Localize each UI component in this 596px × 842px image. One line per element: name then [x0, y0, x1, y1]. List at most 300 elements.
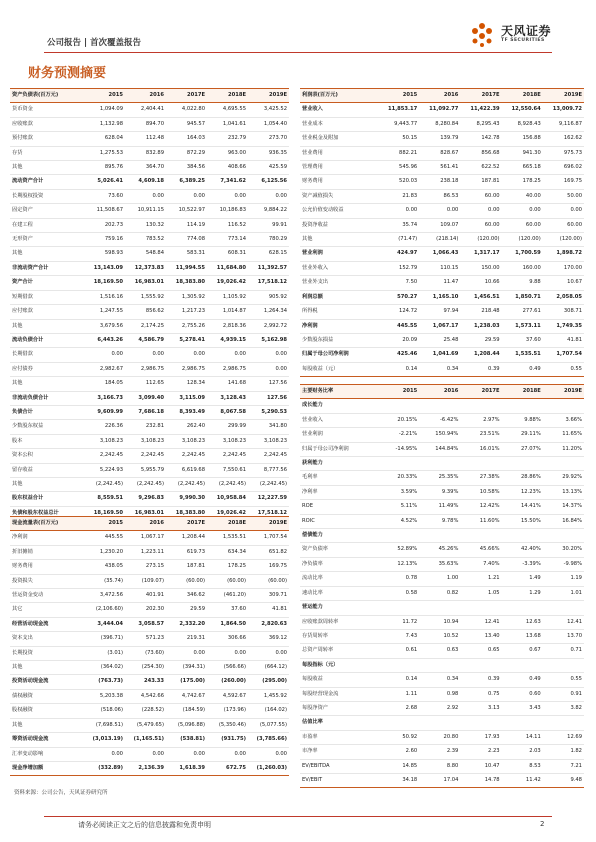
- value-cell: 2.23: [460, 745, 501, 759]
- value-cell: 10,522.97: [166, 204, 207, 218]
- value-cell: 150.94%: [419, 428, 460, 442]
- value-cell: [419, 529, 460, 543]
- value-cell: 2,986.75: [125, 362, 166, 376]
- value-cell: 1,041.61: [207, 117, 248, 131]
- row-label: 营业收入: [300, 413, 378, 427]
- value-cell: 1,230.20: [84, 545, 125, 559]
- value-cell: 12.41: [543, 615, 584, 629]
- row-label: 财务费用: [10, 560, 84, 574]
- value-cell: 8,559.51: [84, 492, 125, 506]
- value-cell: 262.40: [166, 420, 207, 434]
- row-label: 净利润: [300, 319, 378, 333]
- value-cell: 8,928.43: [502, 117, 543, 131]
- value-cell: 882.21: [378, 146, 419, 160]
- value-cell: 11,853.17: [378, 103, 419, 117]
- value-cell: 7,686.18: [125, 405, 166, 419]
- year-header-cell: 2016: [419, 89, 460, 103]
- value-cell: 152.79: [378, 261, 419, 275]
- value-cell: [419, 399, 460, 413]
- value-cell: 3,108.23: [207, 434, 248, 448]
- value-cell: 1,618.39: [166, 761, 207, 775]
- row-label: 偿债能力: [300, 529, 378, 543]
- value-cell: 0.75: [460, 687, 501, 701]
- value-cell: (931.75): [207, 733, 248, 747]
- value-cell: 894.70: [125, 117, 166, 131]
- value-cell: (3.01): [84, 646, 125, 660]
- table-row: [300, 745, 584, 759]
- table-row: [10, 560, 289, 574]
- row-label: 其他: [10, 247, 84, 261]
- row-label: 归属于母公司净利润: [300, 442, 378, 456]
- value-cell: [460, 716, 501, 730]
- value-cell: 1,317.17: [460, 247, 501, 261]
- table-row: [10, 617, 289, 631]
- table-row: [10, 477, 289, 491]
- value-cell: 9.88%: [502, 413, 543, 427]
- value-cell: [502, 601, 543, 615]
- row-label: 净负债率: [300, 557, 378, 571]
- row-label: 长期股权投资: [10, 189, 84, 203]
- year-header-cell: 2019E: [543, 385, 584, 399]
- value-cell: 1,264.34: [248, 305, 289, 319]
- value-cell: 202.73: [84, 218, 125, 232]
- value-cell: 1,516.16: [84, 290, 125, 304]
- value-cell: 9.39%: [419, 485, 460, 499]
- value-cell: 273.70: [248, 132, 289, 146]
- row-label: 应收账款周转率: [300, 615, 378, 629]
- year-header-cell: 2016: [125, 517, 166, 531]
- value-cell: 0.00: [207, 348, 248, 362]
- row-label: 估值比率: [300, 716, 378, 730]
- value-cell: 11.42: [502, 773, 543, 787]
- value-cell: [543, 457, 584, 471]
- table-header-row: [10, 517, 289, 531]
- value-cell: 2,174.25: [125, 319, 166, 333]
- value-cell: 12,550.64: [502, 103, 543, 117]
- value-cell: -2.21%: [378, 428, 419, 442]
- value-cell: 4,609.18: [125, 175, 166, 189]
- value-cell: 5,203.38: [84, 689, 125, 703]
- value-cell: 0.00: [419, 204, 460, 218]
- value-cell: (763.73): [84, 675, 125, 689]
- row-label: 应收账款: [10, 117, 84, 131]
- value-cell: 3,166.73: [84, 391, 125, 405]
- row-label: 营运能力: [300, 601, 378, 615]
- value-cell: 2,242.45: [207, 449, 248, 463]
- value-cell: 14.78: [460, 773, 501, 787]
- value-cell: 15.50%: [502, 514, 543, 528]
- table-row: [300, 319, 584, 333]
- value-cell: (175.00): [166, 675, 207, 689]
- value-cell: 16.84%: [543, 514, 584, 528]
- row-label: 市净率: [300, 745, 378, 759]
- table-row: [10, 175, 289, 189]
- value-cell: 12.69: [543, 730, 584, 744]
- year-header-cell: 2015: [378, 385, 419, 399]
- value-cell: [378, 399, 419, 413]
- value-cell: 1.05: [460, 586, 501, 600]
- value-cell: 773.14: [207, 233, 248, 247]
- value-cell: 2,818.36: [207, 319, 248, 333]
- value-cell: [543, 601, 584, 615]
- value-cell: 1,749.35: [543, 319, 584, 333]
- value-cell: 936.35: [248, 146, 289, 160]
- value-cell: 50.15: [378, 132, 419, 146]
- row-label: 非流动负债合计: [10, 391, 84, 405]
- table-row: [10, 146, 289, 160]
- year-header-cell: 2015: [84, 517, 125, 531]
- value-cell: 7.50: [378, 276, 419, 290]
- table-row: [10, 675, 289, 689]
- year-header-cell: 2019E: [248, 89, 289, 103]
- value-cell: 0.71: [543, 644, 584, 658]
- value-cell: (1,260.03): [248, 761, 289, 775]
- value-cell: 12,227.59: [248, 492, 289, 506]
- value-cell: 25.35%: [419, 471, 460, 485]
- value-cell: [419, 601, 460, 615]
- value-cell: 16,983.01: [125, 276, 166, 290]
- year-header-cell: 2019E: [543, 89, 584, 103]
- table-row: [10, 348, 289, 362]
- table-row: [300, 218, 584, 232]
- table-row: [10, 161, 289, 175]
- value-cell: 0.00: [207, 189, 248, 203]
- value-cell: (120.00): [502, 233, 543, 247]
- value-cell: 4,542.66: [125, 689, 166, 703]
- table-row: [300, 290, 584, 304]
- value-cell: (2,242.45): [166, 477, 207, 491]
- value-cell: 2,242.45: [84, 449, 125, 463]
- row-label: 成长能力: [300, 399, 378, 413]
- year-header-cell: 2019E: [248, 517, 289, 531]
- value-cell: 0.14: [378, 673, 419, 687]
- value-cell: 3,108.23: [166, 434, 207, 448]
- value-cell: 4,742.67: [166, 689, 207, 703]
- value-cell: 1,707.54: [543, 348, 584, 362]
- value-cell: (5,077.55): [248, 718, 289, 732]
- table-row: [10, 646, 289, 660]
- table-row: [10, 377, 289, 391]
- value-cell: 3,444.04: [84, 617, 125, 631]
- value-cell: 384.56: [166, 161, 207, 175]
- table-header-row: [10, 89, 289, 103]
- value-cell: 127.56: [248, 391, 289, 405]
- value-cell: 128.34: [166, 377, 207, 391]
- table-row: [300, 362, 584, 376]
- row-label: 资产负债率: [300, 543, 378, 557]
- table-row: [10, 492, 289, 506]
- value-cell: [378, 601, 419, 615]
- year-header-cell: 2018E: [207, 517, 248, 531]
- row-label: 在建工程: [10, 218, 84, 232]
- value-cell: (2,242.45): [248, 477, 289, 491]
- value-cell: (120.00): [543, 233, 584, 247]
- value-cell: 13.40: [460, 629, 501, 643]
- table-row: [300, 204, 584, 218]
- value-cell: (2,242.45): [207, 477, 248, 491]
- value-cell: [502, 457, 543, 471]
- row-label: 流动负债合计: [10, 333, 84, 347]
- value-cell: 9,884.22: [248, 204, 289, 218]
- value-cell: 73.60: [84, 189, 125, 203]
- value-cell: 16,983.01: [125, 506, 166, 520]
- value-cell: [460, 457, 501, 471]
- value-cell: 424.97: [378, 247, 419, 261]
- row-label: 其他: [10, 319, 84, 333]
- table-row: [300, 132, 584, 146]
- table-row: [10, 718, 289, 732]
- logo-text-cn: 天风证券: [501, 24, 552, 38]
- value-cell: 273.15: [125, 560, 166, 574]
- value-cell: 0.55: [543, 673, 584, 687]
- value-cell: 50.00: [543, 189, 584, 203]
- table-row: [300, 730, 584, 744]
- value-cell: 5,290.53: [248, 405, 289, 419]
- value-cell: 178.25: [502, 175, 543, 189]
- table-row: [10, 589, 289, 603]
- value-cell: -14.95%: [378, 442, 419, 456]
- row-label: ROE: [300, 500, 378, 514]
- value-cell: 29.11%: [502, 428, 543, 442]
- value-cell: 13,143.09: [84, 261, 125, 275]
- value-cell: 3.59%: [378, 485, 419, 499]
- value-cell: 8,393.49: [166, 405, 207, 419]
- row-label: 营业税金及附加: [300, 132, 378, 146]
- value-cell: 0.00: [248, 747, 289, 761]
- value-cell: 277.61: [502, 305, 543, 319]
- year-header-cell: 2017E: [166, 517, 207, 531]
- value-cell: 219.31: [166, 632, 207, 646]
- row-label: EV/EBITDA: [300, 759, 378, 773]
- value-cell: 0.63: [419, 644, 460, 658]
- value-cell: 2,982.67: [84, 362, 125, 376]
- value-cell: 2.60: [378, 745, 419, 759]
- row-label: 应付债券: [10, 362, 84, 376]
- value-cell: 9,443.77: [378, 117, 419, 131]
- value-cell: [543, 399, 584, 413]
- value-cell: 2.39: [419, 745, 460, 759]
- row-label: 其他: [10, 161, 84, 175]
- row-label: 固定资产: [10, 204, 84, 218]
- value-cell: 0.00: [248, 189, 289, 203]
- value-cell: [419, 716, 460, 730]
- value-cell: 8.53: [502, 759, 543, 773]
- value-cell: 5,955.79: [125, 463, 166, 477]
- value-cell: 0.00: [207, 747, 248, 761]
- table-row: [300, 773, 584, 787]
- value-cell: 232.79: [207, 132, 248, 146]
- value-cell: 112.65: [125, 377, 166, 391]
- value-cell: 0.00: [125, 189, 166, 203]
- value-cell: (566.66): [207, 661, 248, 675]
- value-cell: 164.03: [166, 132, 207, 146]
- value-cell: 124.72: [378, 305, 419, 319]
- value-cell: 10.58%: [460, 485, 501, 499]
- value-cell: (60.00): [207, 574, 248, 588]
- value-cell: 11,508.67: [84, 204, 125, 218]
- value-cell: 35.63%: [419, 557, 460, 571]
- value-cell: 1,455.92: [248, 689, 289, 703]
- value-cell: 11.49%: [419, 500, 460, 514]
- row-label: 投资损失: [10, 574, 84, 588]
- value-cell: 11.60%: [460, 514, 501, 528]
- value-cell: 1,132.98: [84, 117, 125, 131]
- value-cell: 774.08: [166, 233, 207, 247]
- value-cell: 0.60: [502, 687, 543, 701]
- row-label: 每股收益: [300, 673, 378, 687]
- value-cell: 11.65%: [543, 428, 584, 442]
- value-cell: [378, 529, 419, 543]
- value-cell: 3,425.52: [248, 103, 289, 117]
- value-cell: [460, 601, 501, 615]
- row-label: 营业成本: [300, 117, 378, 131]
- table-row: [300, 333, 584, 347]
- value-cell: 2,136.39: [125, 761, 166, 775]
- value-cell: 160.00: [502, 261, 543, 275]
- logo-text-en: TF SECURITIES: [501, 38, 545, 43]
- row-label: 应付账款: [10, 305, 84, 319]
- row-label: 资本支出: [10, 632, 84, 646]
- value-cell: 12.42%: [460, 500, 501, 514]
- value-cell: 184.05: [84, 377, 125, 391]
- row-label: 获利能力: [300, 457, 378, 471]
- value-cell: [502, 658, 543, 672]
- row-label: 存货周转率: [300, 629, 378, 643]
- row-label: 每股收益（元）: [300, 362, 378, 376]
- value-cell: 130.32: [125, 218, 166, 232]
- value-cell: 4,586.79: [125, 333, 166, 347]
- income-statement-table: [300, 88, 584, 377]
- value-cell: 306.66: [207, 632, 248, 646]
- value-cell: 25.48: [419, 333, 460, 347]
- table-row: [300, 615, 584, 629]
- value-cell: 11.72: [378, 615, 419, 629]
- value-cell: 6,619.68: [166, 463, 207, 477]
- value-cell: 187.81: [460, 175, 501, 189]
- value-cell: (60.00): [248, 574, 289, 588]
- table-row: [300, 428, 584, 442]
- value-cell: 1,105.92: [207, 290, 248, 304]
- value-cell: 0.61: [378, 644, 419, 658]
- value-cell: (461.20): [207, 589, 248, 603]
- value-cell: 1,067.17: [125, 531, 166, 545]
- year-header-cell: 2016: [419, 385, 460, 399]
- table-row: [10, 117, 289, 131]
- table-row: [10, 761, 289, 775]
- row-label: 总资产周转率: [300, 644, 378, 658]
- value-cell: 18,169.50: [84, 276, 125, 290]
- table-header-row: [300, 89, 584, 103]
- value-cell: 162.62: [543, 132, 584, 146]
- value-cell: 19,026.42: [207, 276, 248, 290]
- value-cell: 187.81: [166, 560, 207, 574]
- table-title-cell: 现金流量表(百万元): [10, 517, 84, 531]
- table-row: [300, 261, 584, 275]
- value-cell: 3,108.23: [84, 434, 125, 448]
- value-cell: 2,986.75: [207, 362, 248, 376]
- source-note: 资料来源：公司公告，天风证券研究所: [14, 790, 108, 796]
- value-cell: 2,404.41: [125, 103, 166, 117]
- value-cell: 11,392.57: [248, 261, 289, 275]
- value-cell: 975.73: [543, 146, 584, 160]
- value-cell: 3,128.43: [207, 391, 248, 405]
- value-cell: 2,242.45: [248, 449, 289, 463]
- year-header-cell: 2016: [125, 89, 166, 103]
- value-cell: 1,707.54: [248, 531, 289, 545]
- value-cell: 4,695.55: [207, 103, 248, 117]
- table-row: [300, 117, 584, 131]
- value-cell: (218.14): [419, 233, 460, 247]
- row-label: 其它: [10, 603, 84, 617]
- value-cell: 3,099.40: [125, 391, 166, 405]
- value-cell: 0.98: [419, 687, 460, 701]
- value-cell: 13.68: [502, 629, 543, 643]
- value-cell: 139.79: [419, 132, 460, 146]
- value-cell: 0.00: [84, 747, 125, 761]
- value-cell: 10.52: [419, 629, 460, 643]
- value-cell: 45.66%: [460, 543, 501, 557]
- value-cell: 11.47: [419, 276, 460, 290]
- value-cell: (7,698.51): [84, 718, 125, 732]
- value-cell: 109.07: [419, 218, 460, 232]
- value-cell: 20.09: [378, 333, 419, 347]
- value-cell: 1,850.71: [502, 290, 543, 304]
- value-cell: 6,443.26: [84, 333, 125, 347]
- value-cell: 18,383.80: [166, 506, 207, 520]
- value-cell: (73.60): [125, 646, 166, 660]
- value-cell: 2,242.45: [125, 449, 166, 463]
- value-cell: 299.99: [207, 420, 248, 434]
- value-cell: (109.07): [125, 574, 166, 588]
- value-cell: 0.34: [419, 673, 460, 687]
- value-cell: (5,479.65): [125, 718, 166, 732]
- value-cell: 963.00: [207, 146, 248, 160]
- value-cell: 1,208.44: [166, 531, 207, 545]
- year-header-cell: 2018E: [502, 385, 543, 399]
- value-cell: [543, 716, 584, 730]
- value-cell: 8.80: [419, 759, 460, 773]
- value-cell: 41.81: [248, 603, 289, 617]
- value-cell: 17.04: [419, 773, 460, 787]
- value-cell: (228.52): [125, 704, 166, 718]
- value-cell: 438.05: [84, 560, 125, 574]
- value-cell: 3,108.23: [125, 434, 166, 448]
- value-cell: 142.78: [460, 132, 501, 146]
- table-row: [10, 661, 289, 675]
- value-cell: 665.18: [502, 161, 543, 175]
- row-label: 少数股东损益: [300, 333, 378, 347]
- value-cell: 7,341.62: [207, 175, 248, 189]
- value-cell: 9.88: [502, 276, 543, 290]
- value-cell: 11.20%: [543, 442, 584, 456]
- value-cell: 238.18: [419, 175, 460, 189]
- value-cell: 19,026.42: [207, 506, 248, 520]
- value-cell: 1,275.53: [84, 146, 125, 160]
- value-cell: 4,022.80: [166, 103, 207, 117]
- table-row: [10, 405, 289, 419]
- value-cell: 11,422.39: [460, 103, 501, 117]
- value-cell: (538.81): [166, 733, 207, 747]
- row-label: 公允价值变动收益: [300, 204, 378, 218]
- row-label: 归属于母公司净利润: [300, 348, 378, 362]
- value-cell: 60.00: [460, 189, 501, 203]
- value-cell: 1,700.59: [502, 247, 543, 261]
- table-row: [300, 543, 584, 557]
- table-row: [10, 545, 289, 559]
- row-label: 其他: [10, 718, 84, 732]
- value-cell: 18,169.50: [84, 506, 125, 520]
- value-cell: 856.62: [125, 305, 166, 319]
